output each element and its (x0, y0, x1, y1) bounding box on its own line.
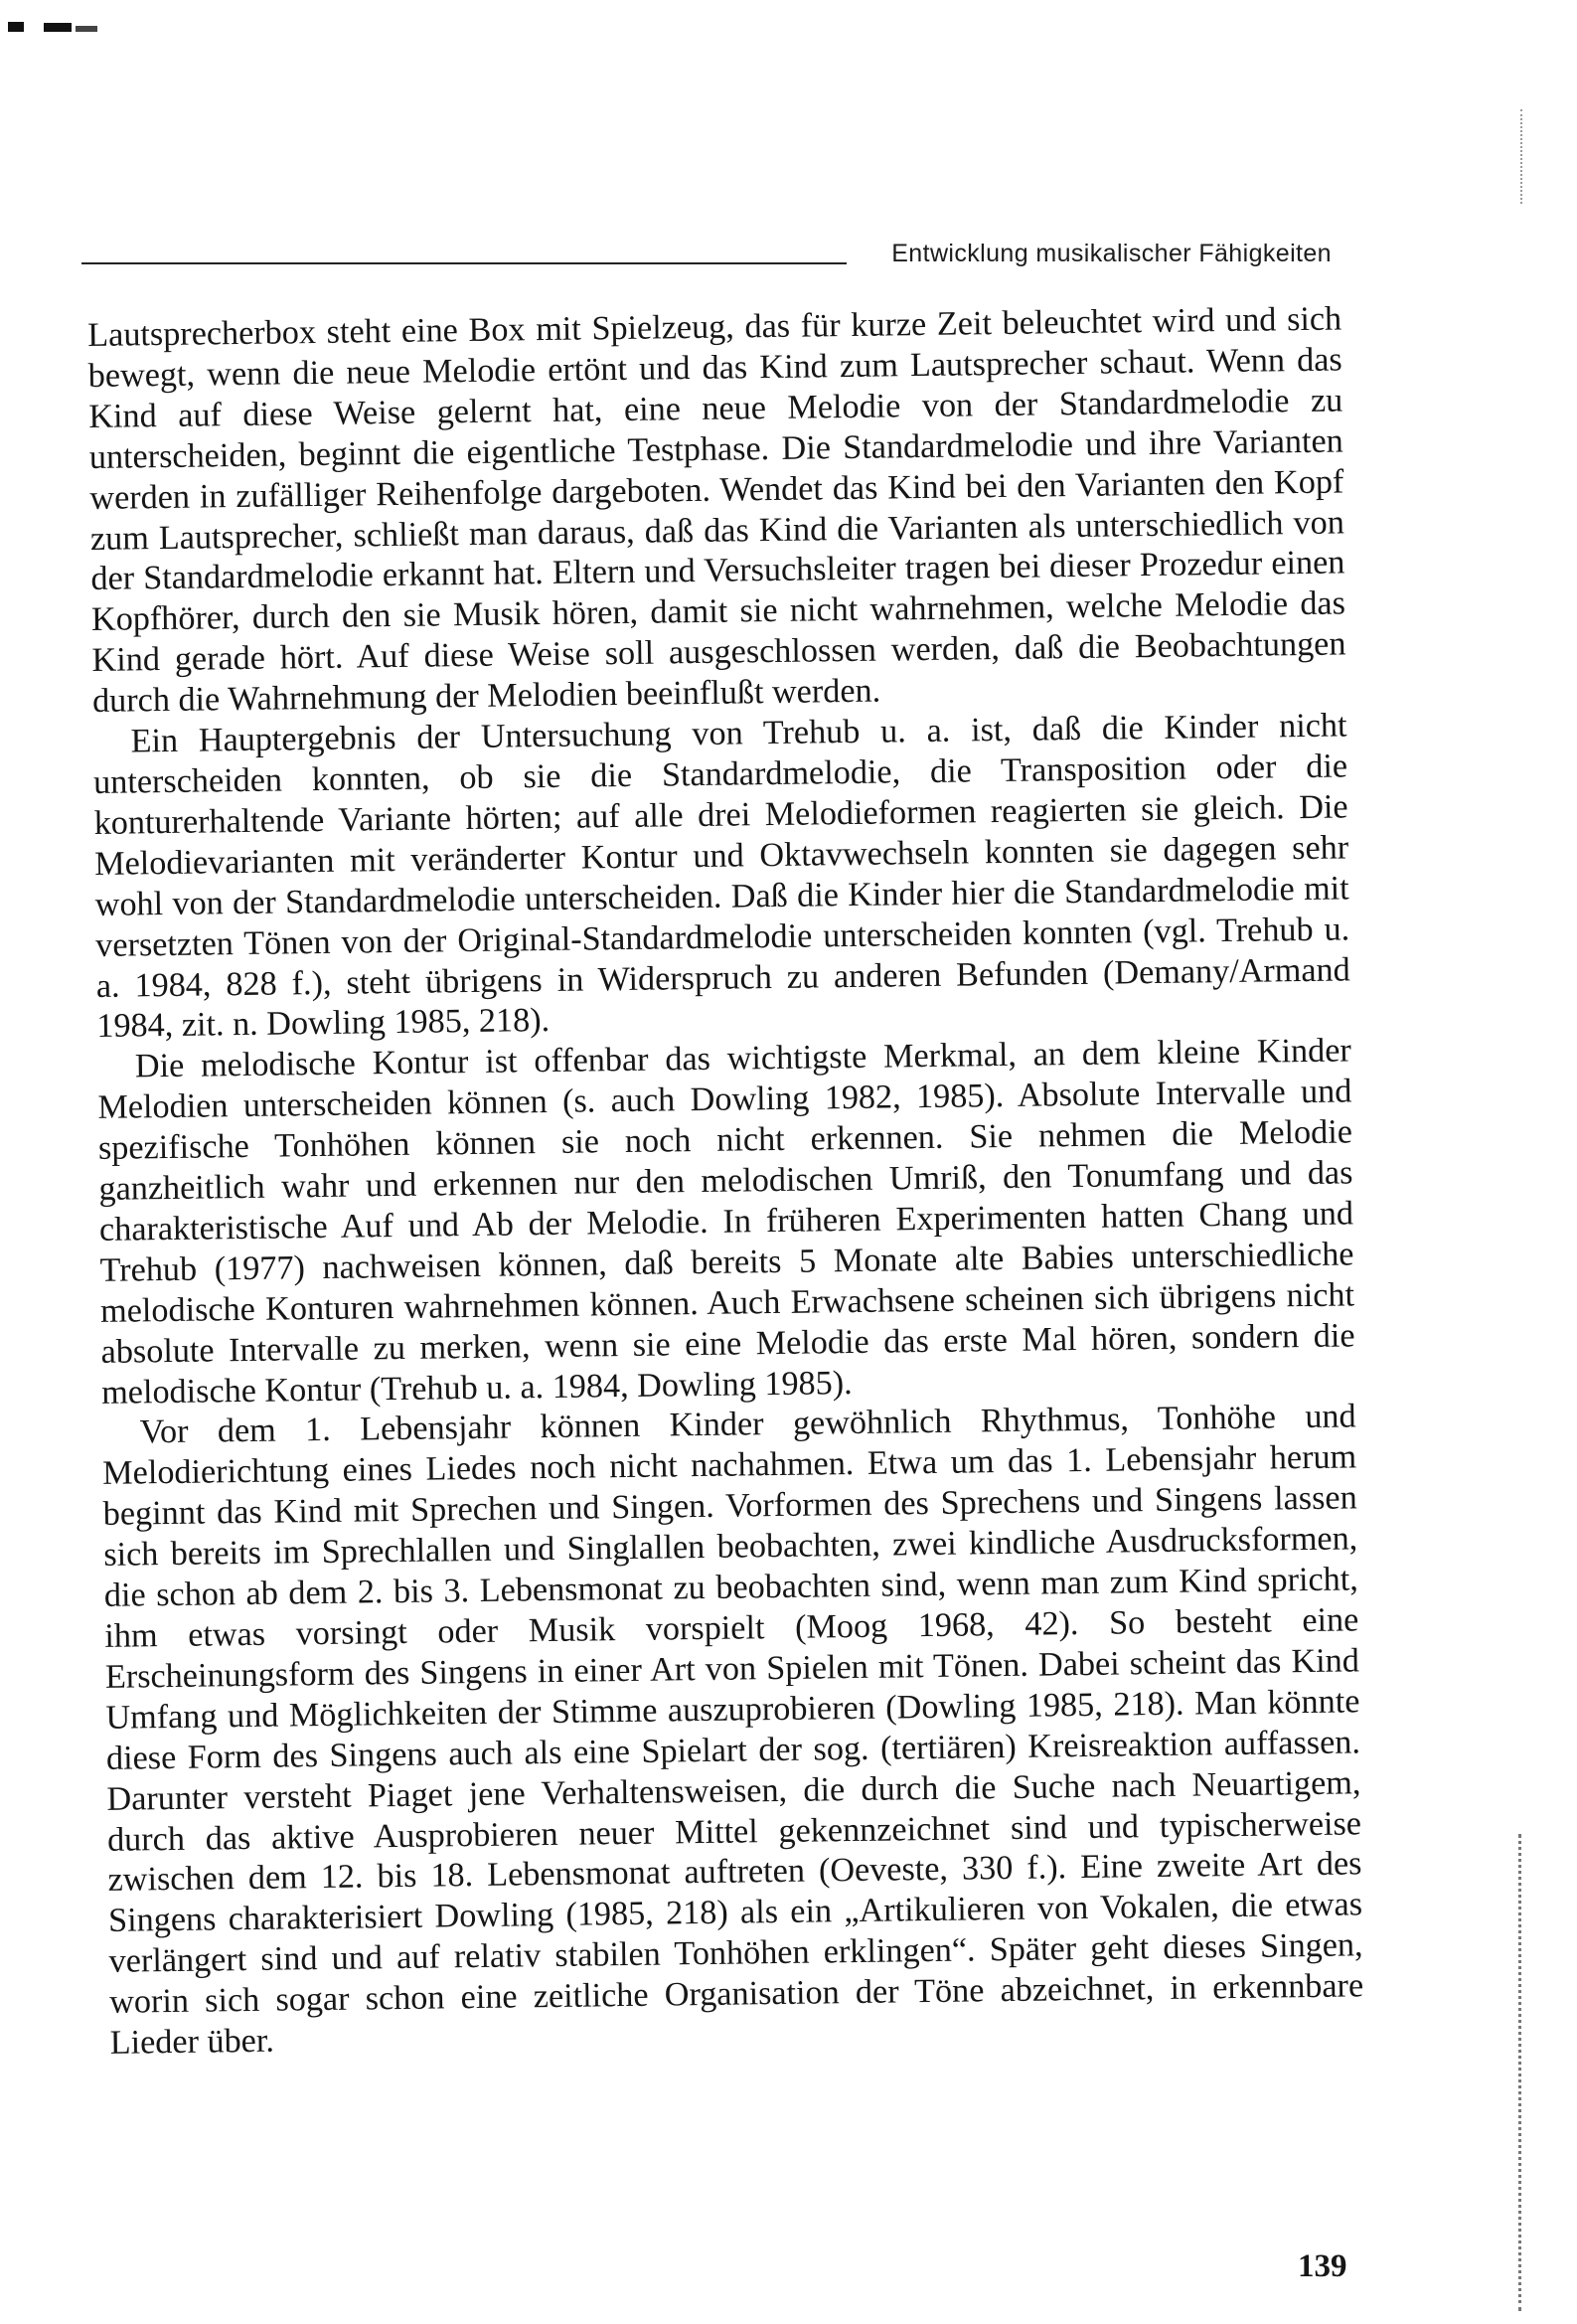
scan-artifact-mark (76, 26, 97, 32)
paragraph: Die melodische Kontur ist offenbar das wichtigste Merkmal, an dem kleine Kinder Melodien unterscheiden können (s. auch Dowling 1982, 1985). Absolute Intervalle und spezifische Tonhöhen können sie noch nicht erkennen. Sie nehmen die Melodie ganzheitlich wahr und erkennen nur den melodischen Umriß, den Tonumfang und das charakteristische Auf und Ab der Melodie. In früheren Experimenten hatten Chang und Trehub (1977) nachweisen können, daß bereits 5 Monate alte Babies unterschiedliche melodische Konturen wahrnehmen können. Auch Erwachsene scheinen sich übrigens nicht absolute Intervalle zu merken, wenn sie eine Melodie das erste Mal hören, sondern die melodische Kontur (Trehub u. a. 1984, Dowling 1985). (97, 1032, 1355, 1411)
paragraph: Ein Hauptergebnis der Untersuchung von Trehub u. a. ist, daß die Kinder nicht unterscheiden konnten, ob sie die Standardmelodie, die Transposition oder die konturerhaltende Variante hörten; auf alle drei Melodieformen reagierten sie gleich. Die Melodievarianten mit veränderter Kontur und Oktavwechseln konnten sie dagegen sehr wohl von der Standardmelodie unterscheiden. Daß die Kinder hier die Standardmelodie mit versetzten Tönen von der Original-Standardmelodie unterscheiden konnten (vgl. Trehub u. a. 1984, 828 f.), steht übrigens in Widerspruch zu anderen Befunden (Demany/Armand 1984, zit. n. Dowling 1985, 218). (92, 707, 1350, 1046)
page-body (87, 299, 1364, 2064)
scan-artifact-mark (44, 23, 72, 32)
scan-artifact-mark (8, 22, 24, 32)
running-head-title: Entwicklung musikalischer Fähigkeiten (891, 240, 1332, 267)
running-head (81, 217, 1332, 268)
scan-edge-artifact (1520, 109, 1525, 204)
header-rule (81, 262, 847, 264)
paragraph: Lautsprecherbox steht eine Box mit Spielzeug, das für kurze Zeit beleuchtet wird und sich bewegt, wenn die neue Melodie ertönt und das Kind zum Lautsprecher schaut. Wenn das Kind auf diese Weise gelernt hat, eine neue Melodie von der Standardmelodie zu unterscheiden, beginnt die eigentliche Testphase. Die Standardmelodie und ihre Varianten werden in zufälliger Reihenfolge dargeboten. Wendet das Kind bei den Varianten den Kopf zum Lautsprecher, schließt man daraus, daß das Kind die Varianten als unterschiedlich von der Standardmelodie erkannt hat. Eltern und Versuchsleiter tragen bei dieser Prozedur einen Kopfhörer, durch den sie Musik hören, damit sie nicht wahrnehmen, welche Melodie das Kind gerade hört. Auf diese Weise soll ausgeschlossen werden, daß die Beobachtungen durch die Wahrnehmung der Melodien beeinflußt werden. (87, 300, 1346, 721)
paragraph: Vor dem 1. Lebensjahr können Kinder gewöhnlich Rhythmus, Tonhöhe und Melodierichtung eines Liedes noch nicht nachahmen. Etwa um das 1. Lebensjahr herum beginnt das Kind mit Sprechen und Singen. Vorformen des Sprechens und Singens lassen sich bereits im Sprechlallen und Singlallen beobachten, zwei kindliche Ausdrucksformen, die schon ab dem 2. bis 3. Lebensmonat zu beobachten sind, wenn man zum Kind spricht, ihm etwas vorsingt oder Musik vorspielt (Moog 1968, 42). So besteht eine Erscheinungsform des Singens in einer Art von Spielen mit Tönen. Dabei scheint das Kind Umfang und Möglichkeiten der Stimme auszuprobieren (Dowling 1985, 218). Man könnte diese Form des Singens auch als eine Spielart der sog. (tertiären) Kreisreaktion auffassen. Darunter versteht Piaget jene Verhaltensweisen, die durch die Suche nach Neuartigem, durch das aktive Ausprobieren neuer Mittel gekennzeichnet sind und typischerweise zwischen dem 12. bis 18. Lebensmonat auftreten (Oeveste, 330 f.). Eine zweite Art des Singens charakterisiert Dowling (1985, 218) als ein „Artikulieren von Vokalen, die etwas verlängert sind und auf relativ stabilen Tonhöhen erklingen“. Später geht dieses Singen, worin sich sogar schon eine zeitliche Organisation der Töne abzeichnet, in erkennbare Lieder über. (102, 1398, 1364, 2062)
scan-edge-artifact (1518, 1834, 1524, 2311)
page-number: 139 (1298, 2248, 1347, 2284)
